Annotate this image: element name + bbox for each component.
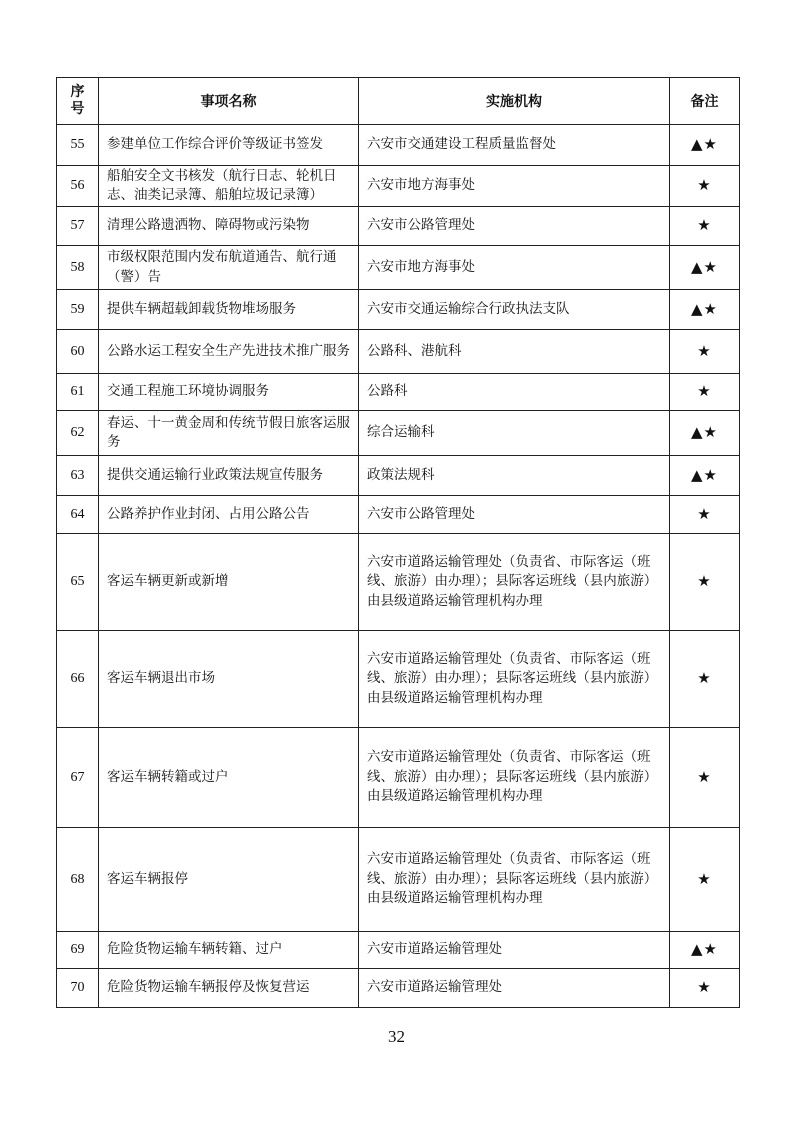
row-note: ★ bbox=[670, 728, 740, 828]
page-number: 32 bbox=[388, 1027, 405, 1046]
row-note: ▲★ bbox=[670, 246, 740, 290]
table-row bbox=[57, 534, 740, 631]
table-row bbox=[57, 246, 740, 290]
row-org: 六安市道路运输管理处（负责省、市际客运（班线、旅游）由办理）；县际客运班线（县内旅游）由县级道路运输管理机构办理 bbox=[359, 828, 670, 932]
header-org: 实施机构 bbox=[359, 78, 670, 125]
table-row bbox=[57, 330, 740, 374]
row-note: ★ bbox=[670, 207, 740, 246]
row-name: 客运车辆更新或新增 bbox=[99, 534, 359, 631]
row-name: 船舶安全文书核发（航行日志、轮机日志、油类记录簿、船舶垃圾记录簿） bbox=[99, 166, 359, 207]
table-row bbox=[57, 932, 740, 969]
row-org: 公路科、港航科 bbox=[359, 330, 670, 374]
row-name: 清理公路遗洒物、障碍物或污染物 bbox=[99, 207, 359, 246]
row-seq: 66 bbox=[57, 631, 99, 728]
table-row bbox=[57, 166, 740, 207]
row-name: 公路水运工程安全生产先进技术推广服务 bbox=[99, 330, 359, 374]
row-org: 六安市地方海事处 bbox=[359, 246, 670, 290]
row-seq: 59 bbox=[57, 290, 99, 330]
table-row bbox=[57, 411, 740, 456]
table-row bbox=[57, 374, 740, 411]
row-note: ★ bbox=[670, 166, 740, 207]
row-name: 客运车辆报停 bbox=[99, 828, 359, 932]
row-org: 六安市交通建设工程质量监督处 bbox=[359, 125, 670, 166]
header-seq: 序 号 bbox=[57, 78, 99, 125]
table-row bbox=[57, 290, 740, 330]
table-row bbox=[57, 828, 740, 932]
row-name: 参建单位工作综合评价等级证书签发 bbox=[99, 125, 359, 166]
row-name: 客运车辆转籍或过户 bbox=[99, 728, 359, 828]
row-note: ▲★ bbox=[670, 411, 740, 456]
row-org: 公路科 bbox=[359, 374, 670, 411]
row-note: ▲★ bbox=[670, 932, 740, 969]
row-org: 政策法规科 bbox=[359, 456, 670, 496]
row-seq: 69 bbox=[57, 932, 99, 969]
row-note: ★ bbox=[670, 631, 740, 728]
row-seq: 55 bbox=[57, 125, 99, 166]
row-seq: 61 bbox=[57, 374, 99, 411]
row-seq: 70 bbox=[57, 969, 99, 1008]
row-note: ★ bbox=[670, 534, 740, 631]
row-org: 六安市公路管理处 bbox=[359, 496, 670, 534]
row-note: ▲★ bbox=[670, 290, 740, 330]
row-org: 六安市道路运输管理处（负责省、市际客运（班线、旅游）由办理）；县际客运班线（县内旅游）由县级道路运输管理机构办理 bbox=[359, 728, 670, 828]
row-name: 市级权限范围内发布航道通告、航行通（警）告 bbox=[99, 246, 359, 290]
row-note: ★ bbox=[670, 496, 740, 534]
row-org: 六安市地方海事处 bbox=[359, 166, 670, 207]
row-name: 交通工程施工环境协调服务 bbox=[99, 374, 359, 411]
row-seq: 60 bbox=[57, 330, 99, 374]
row-seq: 67 bbox=[57, 728, 99, 828]
row-seq: 68 bbox=[57, 828, 99, 932]
row-org: 六安市道路运输管理处 bbox=[359, 932, 670, 969]
row-seq: 57 bbox=[57, 207, 99, 246]
row-name: 提供车辆超载卸载货物堆场服务 bbox=[99, 290, 359, 330]
table-row bbox=[57, 125, 740, 166]
row-seq: 56 bbox=[57, 166, 99, 207]
table-row bbox=[57, 969, 740, 1008]
row-name: 提供交通运输行业政策法规宣传服务 bbox=[99, 456, 359, 496]
row-seq: 62 bbox=[57, 411, 99, 456]
row-seq: 63 bbox=[57, 456, 99, 496]
table-row bbox=[57, 631, 740, 728]
header-row bbox=[57, 78, 740, 125]
table-row bbox=[57, 496, 740, 534]
row-name: 公路养护作业封闭、占用公路公告 bbox=[99, 496, 359, 534]
row-seq: 65 bbox=[57, 534, 99, 631]
row-name: 客运车辆退出市场 bbox=[99, 631, 359, 728]
row-org: 六安市道路运输管理处 bbox=[359, 969, 670, 1008]
row-org: 六安市公路管理处 bbox=[359, 207, 670, 246]
row-note: ★ bbox=[670, 828, 740, 932]
row-org: 六安市交通运输综合行政执法支队 bbox=[359, 290, 670, 330]
row-note: ★ bbox=[670, 330, 740, 374]
row-note: ★ bbox=[670, 969, 740, 1008]
row-note: ▲★ bbox=[670, 125, 740, 166]
table-row bbox=[57, 207, 740, 246]
row-seq: 64 bbox=[57, 496, 99, 534]
row-note: ▲★ bbox=[670, 456, 740, 496]
services-table bbox=[56, 77, 740, 1008]
row-name: 危险货物运输车辆报停及恢复营运 bbox=[99, 969, 359, 1008]
row-note: ★ bbox=[670, 374, 740, 411]
header-note: 备注 bbox=[670, 78, 740, 125]
header-name: 事项名称 bbox=[99, 78, 359, 125]
row-seq: 58 bbox=[57, 246, 99, 290]
row-org: 六安市道路运输管理处（负责省、市际客运（班线、旅游）由办理）；县际客运班线（县内旅游）由县级道路运输管理机构办理 bbox=[359, 631, 670, 728]
row-name: 春运、十一黄金周和传统节假日旅客运服务 bbox=[99, 411, 359, 456]
table-row bbox=[57, 728, 740, 828]
row-org: 综合运输科 bbox=[359, 411, 670, 456]
row-org: 六安市道路运输管理处（负责省、市际客运（班线、旅游）由办理）；县际客运班线（县内旅游）由县级道路运输管理机构办理 bbox=[359, 534, 670, 631]
row-name: 危险货物运输车辆转籍、过户 bbox=[99, 932, 359, 969]
table-row bbox=[57, 456, 740, 496]
